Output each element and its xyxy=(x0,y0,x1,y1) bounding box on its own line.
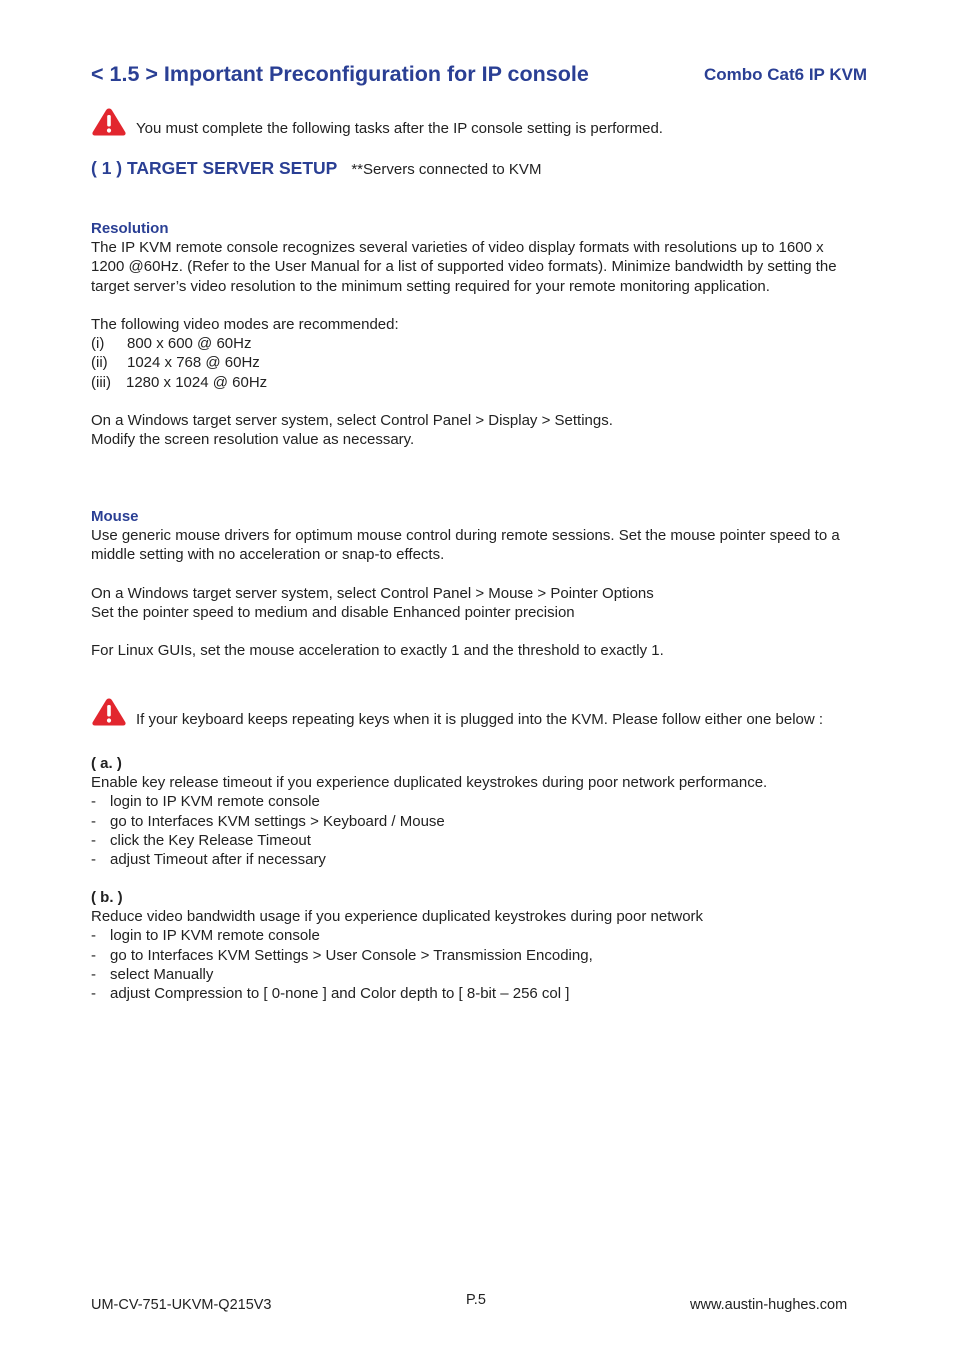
option-a-label: ( a. ) xyxy=(91,755,122,772)
mouse-line-2: middle setting with no acceleration or snap-to effects. xyxy=(91,546,445,564)
option-b-section xyxy=(91,888,901,1003)
step-text: login to IP KVM remote console xyxy=(110,927,320,945)
list-item xyxy=(91,965,901,984)
list-dash: - xyxy=(91,851,96,869)
product-name: Combo Cat6 IP KVM xyxy=(704,65,868,84)
mode-number: (ii) xyxy=(91,354,108,372)
step-text: select Manually xyxy=(110,965,214,983)
list-item xyxy=(91,792,901,811)
section-note: **Servers connected to KVM xyxy=(351,161,542,178)
page-title: < 1.5 > Important Preconfiguration for IP console xyxy=(91,62,589,86)
mode-text: 800 x 600 @ 60Hz xyxy=(127,335,252,353)
list-item xyxy=(91,850,901,869)
mouse-section xyxy=(91,507,901,661)
option-a-section xyxy=(91,754,901,869)
option-a-intro: Enable key release timeout if you experience duplicated keystrokes during poor network performance. xyxy=(91,774,768,792)
list-dash: - xyxy=(91,965,96,983)
list-dash: - xyxy=(91,946,96,964)
warning-icon xyxy=(91,107,127,137)
mode-text: 1280 x 1024 @ 60Hz xyxy=(126,373,268,391)
list-item xyxy=(91,831,901,850)
step-text: click the Key Release Timeout xyxy=(110,831,311,849)
list-item xyxy=(91,984,901,1003)
mode-item xyxy=(91,373,901,392)
step-text: adjust Compression to [ 0-none ] and Color depth to [ 8-bit – 256 col ] xyxy=(110,985,570,1003)
step-text: adjust Timeout after if necessary xyxy=(110,851,326,869)
step-text: go to Interfaces KVM Settings > User Console > Transmission Encoding, xyxy=(110,946,593,964)
option-b-label: ( b. ) xyxy=(91,889,123,906)
mode-text: 1024 x 768 @ 60Hz xyxy=(127,354,260,372)
resolution-line-3: target server’s video resolution to the minimum setting required for your remote monitoring application. xyxy=(91,277,770,295)
mode-item xyxy=(91,353,901,372)
resolution-line-1: The IP KVM remote console recognizes several varieties of video display formats with resolutions up to 1600 x xyxy=(91,239,824,257)
section-heading-target-server xyxy=(91,158,541,179)
list-dash: - xyxy=(91,927,96,945)
resolution-line-2: 1200 @60Hz. (Refer to the User Manual for a list of supported video formats). Minimize bandwidth by setting the xyxy=(91,258,837,276)
resolution-windows-line-2: Modify the screen resolution value as necessary. xyxy=(91,431,415,449)
mode-number: (i) xyxy=(91,335,105,353)
resolution-heading: Resolution xyxy=(91,220,169,237)
footer-website: www.austin-hughes.com xyxy=(690,1297,848,1313)
resolution-windows-line-1: On a Windows target server system, select Control Panel > Display > Settings. xyxy=(91,412,613,429)
list-item xyxy=(91,812,901,831)
step-text: go to Interfaces KVM settings > Keyboard / Mouse xyxy=(110,812,445,830)
modes-intro: The following video modes are recommended: xyxy=(91,316,399,333)
warning-text-1: You must complete the following tasks after the IP console setting is performed. xyxy=(136,120,663,137)
list-item xyxy=(91,926,901,945)
footer-page-number: P.5 xyxy=(466,1292,486,1308)
list-item xyxy=(91,946,901,965)
footer-doc-code: UM-CV-751-UKVM-Q215V3 xyxy=(91,1297,272,1313)
resolution-section xyxy=(91,219,901,449)
mouse-line-1: Use generic mouse drivers for optimum mouse control during remote sessions. Set the mouse pointer speed to a xyxy=(91,527,840,545)
warning-text-2: If your keyboard keeps repeating keys when it is plugged into the KVM. Please follow either one below : xyxy=(136,711,824,728)
list-dash: - xyxy=(91,985,96,1003)
list-dash: - xyxy=(91,812,96,830)
mode-number: (iii) xyxy=(91,373,111,391)
step-text: login to IP KVM remote console xyxy=(110,793,320,811)
list-dash: - xyxy=(91,831,96,849)
warning-icon xyxy=(91,697,127,727)
section-heading-text: ( 1 ) TARGET SERVER SETUP xyxy=(91,158,338,178)
mouse-linux-line: For Linux GUIs, set the mouse acceleration to exactly 1 and the threshold to exactly 1. xyxy=(91,642,664,660)
mouse-windows-line-1: On a Windows target server system, select Control Panel > Mouse > Pointer Options xyxy=(91,584,654,602)
option-b-intro: Reduce video bandwidth usage if you experience duplicated keystrokes during poor network xyxy=(91,908,704,926)
mouse-heading: Mouse xyxy=(91,508,139,525)
mode-item xyxy=(91,334,901,353)
mouse-windows-line-2: Set the pointer speed to medium and disable Enhanced pointer precision xyxy=(91,604,575,621)
list-dash: - xyxy=(91,793,96,811)
